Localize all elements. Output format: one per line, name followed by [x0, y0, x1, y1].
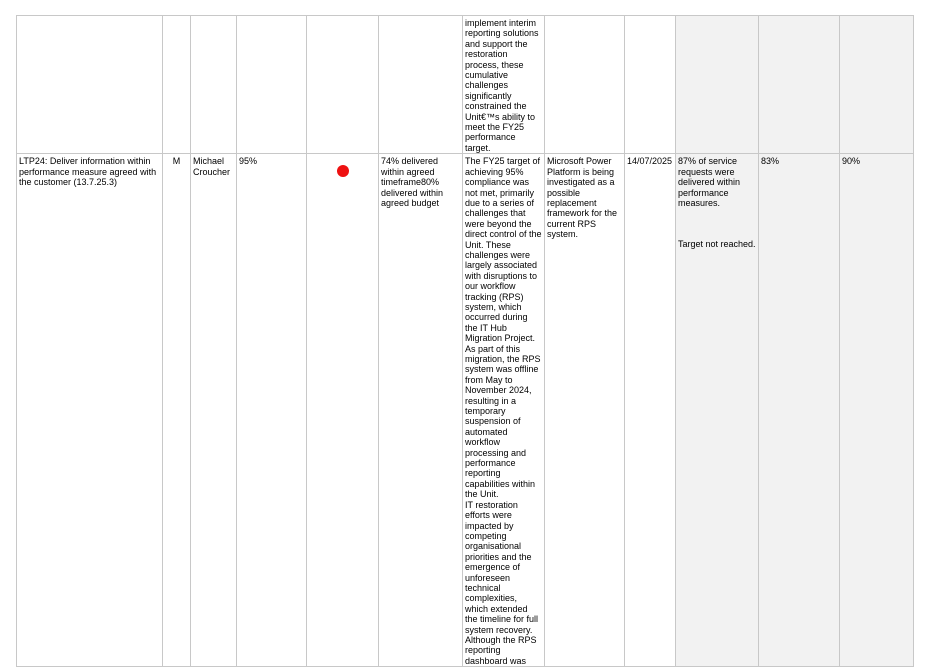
fy-b-cell [840, 16, 914, 154]
spacer [678, 208, 756, 239]
performance-table [16, 15, 914, 667]
target-cell [237, 16, 307, 154]
owner-text: Michael Croucher [193, 156, 231, 177]
status-cell [307, 16, 379, 154]
target-text: 95% [239, 156, 258, 167]
target-cell [237, 154, 307, 667]
action-cell [545, 154, 625, 667]
fy-a-cell [759, 16, 840, 154]
action-text: Microsoft Power Platform is being investigated as a possible replacement framework for the current RPS system. [547, 156, 618, 240]
prior-result-cell [676, 16, 759, 154]
measure-cell [17, 154, 163, 667]
commentary-paragraph: The FY25 target of achieving 95% compliance was not met, primarily due to a series of challenges that were beyond the direct control of the Unit. These challenges were largely associated with disruptions to our workflow tracking (RPS) system, which occurred during the IT Hub Migration Project. As part of this migration, the RPS system was offline from May to November 2024, resulting in a temporary suspension of automated workflow processing and performance reporting capabilities within the Unit. [465, 156, 542, 500]
measure-cell [17, 16, 163, 154]
fy-b-cell [840, 154, 914, 667]
fy-a-cell [759, 154, 840, 667]
status-cell [307, 154, 379, 667]
result-cell [379, 154, 463, 667]
type-cell [163, 154, 191, 667]
commentary-text: implement interim reporting solutions and support the restoration process, these cumulative challenges significantly constrained the Unit€™s ability to meet the FY25 performance target. [465, 18, 539, 153]
type-cell [163, 16, 191, 154]
commentary-paragraph: IT restoration efforts were impacted by competing organisational priorities and the emergence of unforeseen technical complexities, which extended the timeline for full system recovery. Although the RPS reporting dashboard was [465, 499, 539, 666]
measure-text: LTP24: Deliver information within performance measure agreed with the customer (13.7.25.3) [19, 156, 157, 188]
prior-result-note: Target not reached. [678, 239, 756, 250]
type-text: M [172, 156, 181, 167]
result-text: 74% delivered within agreed timeframe80% delivered within agreed budget [381, 156, 444, 208]
table-row [17, 154, 914, 667]
prior-result-cell [676, 154, 759, 667]
result-cell [379, 16, 463, 154]
date-cell [625, 16, 676, 154]
table-row [17, 16, 914, 154]
owner-cell [191, 16, 237, 154]
action-cell [545, 16, 625, 154]
commentary-cell [463, 16, 545, 154]
commentary-cell [463, 154, 545, 667]
owner-cell [191, 154, 237, 667]
date-text: 14/07/2025 [627, 156, 673, 167]
red-status-dot-icon [337, 165, 349, 177]
fy-a-text: 83% [761, 156, 780, 167]
prior-result-text: 87% of service requests were delivered within performance measures. [678, 156, 741, 208]
date-cell [625, 154, 676, 667]
fy-b-text: 90% [842, 156, 861, 167]
